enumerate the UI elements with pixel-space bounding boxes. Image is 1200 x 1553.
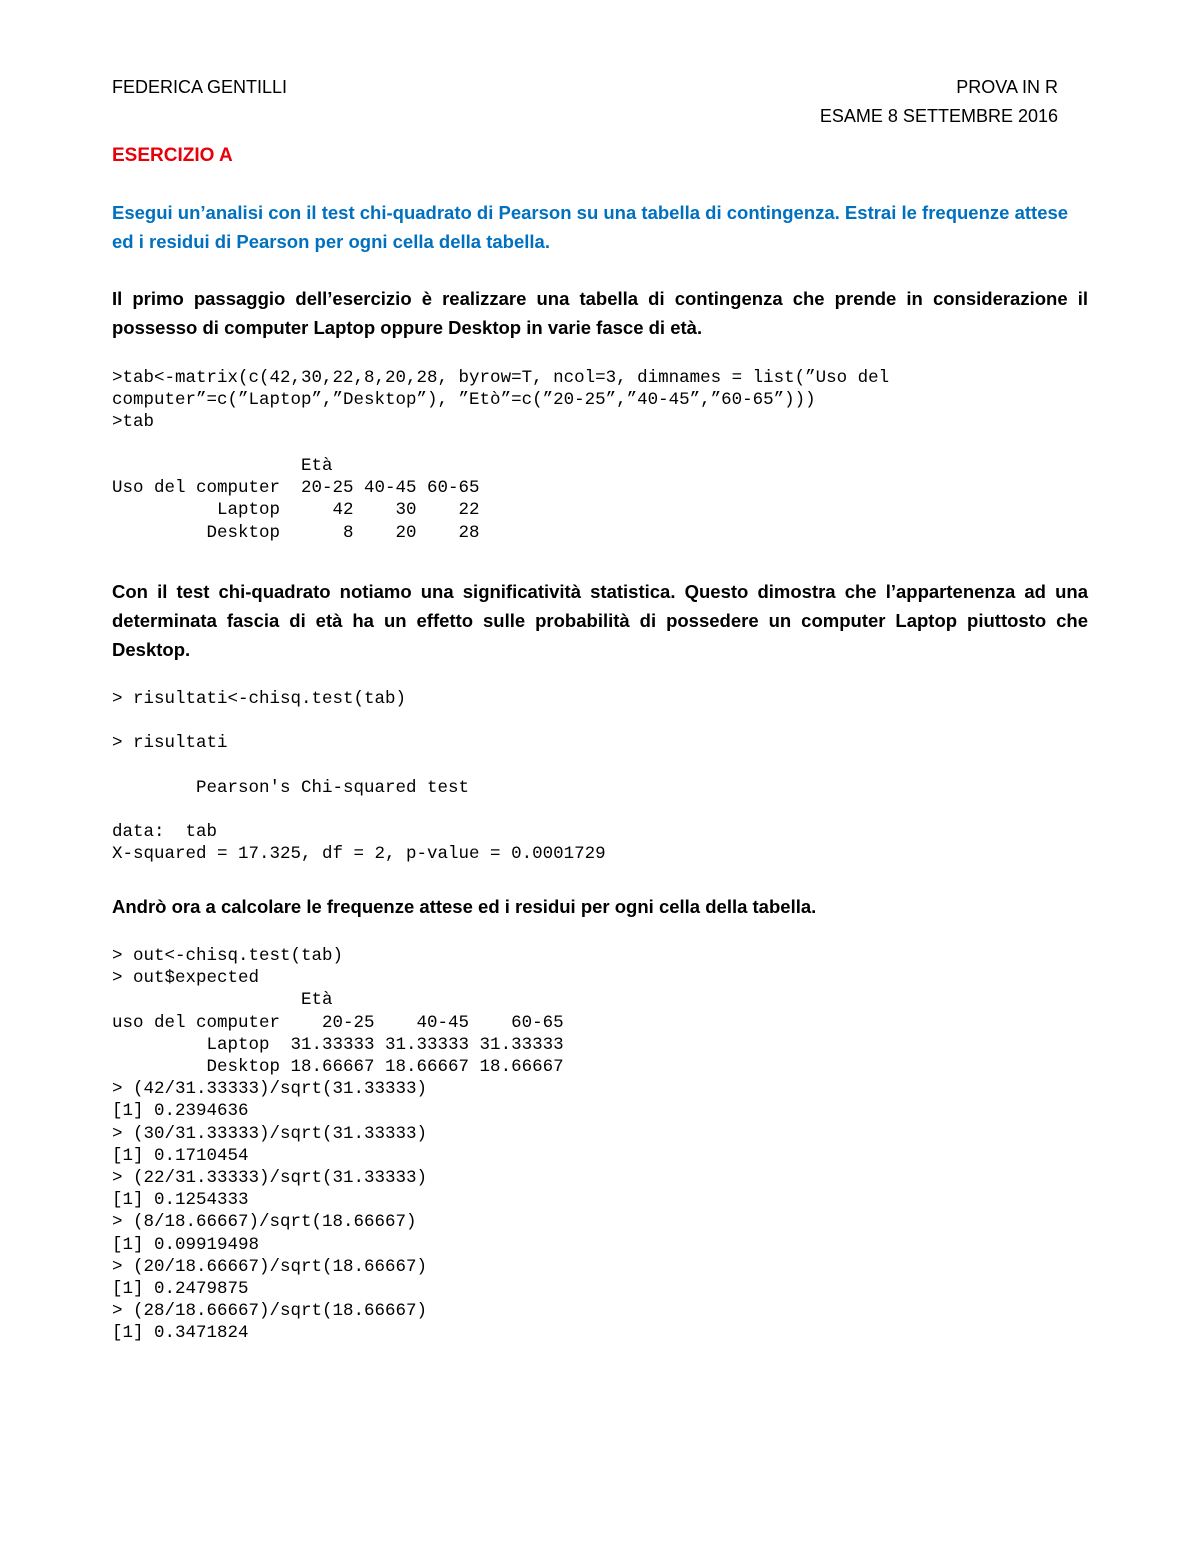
- exercise-task: Esegui un’analisi con il test chi-quadrato di Pearson su una tabella di contingenza. Estrai le frequenze attese ed i residui di Pearson per ogni cella della tabella.: [112, 202, 1069, 252]
- chisq-command-code: > risultati<-chisq.test(tab): [112, 689, 407, 709]
- residuals-paragraph: Andrò ora a calcolare le frequenze attese ed i residui per ogni cella della tabella.: [112, 896, 817, 917]
- chi-square-paragraph: Con il test chi-quadrato notiamo una significatività statistica. Questo dimostra che l’appartenenza ad una determinata fascia di età ha un effetto sulle probabilità di possedere un computer Laptop piuttosto che Desktop.: [112, 581, 1088, 660]
- test-result-output: data: tab X-squared = 17.325, df = 2, p-value = 0.0001729: [112, 822, 606, 865]
- contingency-table-output: Età Uso del computer 20-25 40-45 60-65 Laptop 42 30 22 Desktop 8 20 28: [112, 456, 480, 543]
- intro-paragraph: Il primo passaggio dell’esercizio è realizzare una tabella di contingenza che prende in considerazione il possesso di computer Laptop oppure Desktop in varie fasce di età.: [112, 288, 1088, 338]
- exercise-title: ESERCIZIO A: [112, 145, 233, 166]
- print-results-code: > risultati: [112, 733, 228, 753]
- matrix-command-code: >tab<-matrix(c(42,30,22,8,20,28, byrow=T, ncol=3, dimnames = list(”Uso del computer”=c(”Laptop”,”Desktop”), ”Etò”=c(”20-25”,”40-45”,”60-65”))) >tab: [112, 368, 890, 433]
- exam-type: PROVA IN R: [956, 77, 1058, 97]
- author-name: FEDERICA GENTILLI: [112, 77, 288, 97]
- expected-residuals-code: > out<-chisq.test(tab) > out$expected Età uso del computer 20-25 40-45 60-65 Laptop 31.33333 31.33333 31.33333 Desktop 18.66667 18.66667 18.66667 > (42/31.33333)/sqrt(31.33333) [1] 0.2394636 > (30/31.33333)/sqrt(31.33333) [1] 0.1710454 > (22/31.33333)/sqrt(31.33333) [1] 0.1254333 > (8/18.66667)/sqrt(18.66667) [1] 0.09919498 > (20/18.66667)/sqrt(18.66667) [1] 0.2479875 > (28/18.66667)/sqrt(18.66667) [1] 0.3471824: [112, 946, 564, 1344]
- test-title-output: Pearson's Chi-squared test: [112, 778, 470, 798]
- exam-date: ESAME 8 SETTEMBRE 2016: [819, 106, 1058, 126]
